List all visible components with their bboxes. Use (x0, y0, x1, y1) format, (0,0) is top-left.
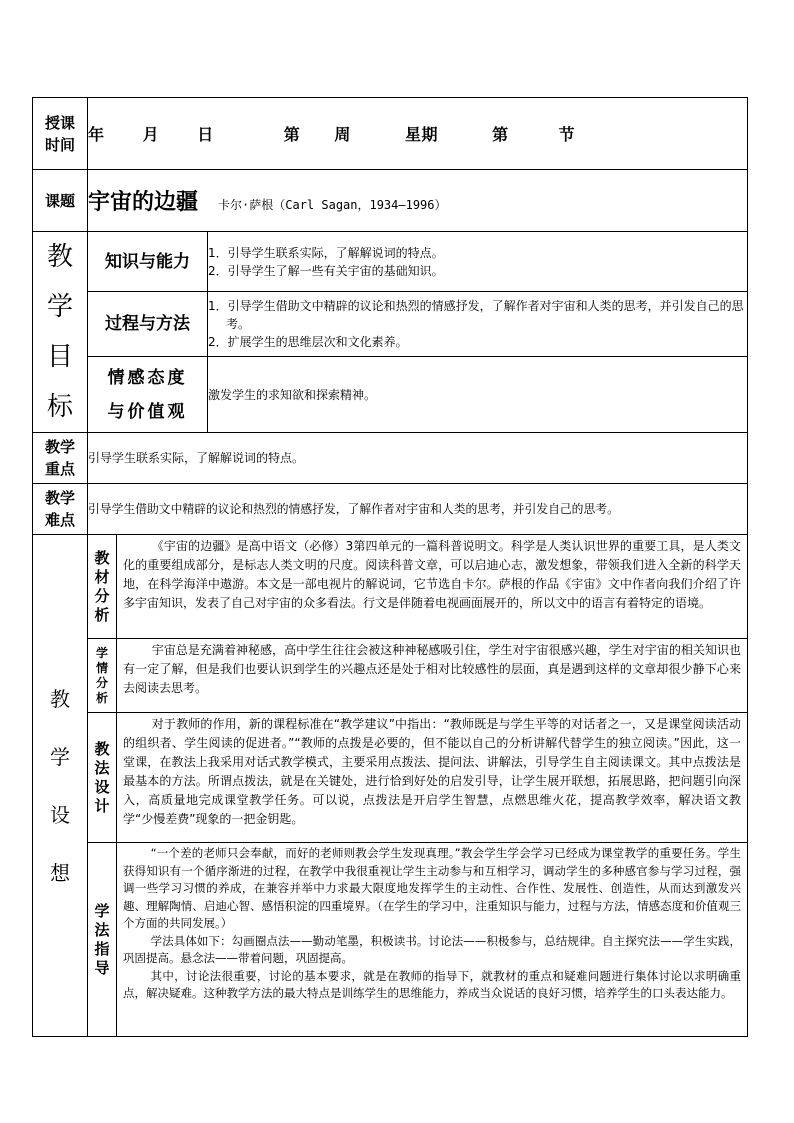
week-label: 周 (334, 125, 351, 144)
objective-row-values (33, 357, 748, 433)
day-label: 日 (197, 125, 214, 144)
objective-row-process (33, 292, 748, 357)
period-label: 节 (558, 125, 576, 144)
month-label: 月 (142, 125, 160, 144)
week-prefix-label: 第 (283, 125, 301, 144)
key-point-text: 引导学生联系实际，了解解说词的特点。 (88, 433, 748, 484)
teaching-method-label: 教法设计 (88, 713, 117, 842)
design-row-textbook (33, 535, 748, 639)
weekday-label: 星期 (404, 125, 438, 144)
teaching-method-text: 对于教师的作用，新的课程标准在“教学建议”中指出：“教师既是与学生平等的对话者之一，又是课堂阅读活动的组织者、学生阅读的促进者。”“教师的点拨是必要的，但不能以自己的分析讲解代替学生的独立阅读。”因此，这一堂课，在教法上我采用对话式教学模式，主要采用点拨法、提问法、讲解法，引导学生自主阅读课文。其中点拨法是最基本的方法。所谓点拨法，就是在关键处，进行恰到好处的启发引导，让学生展开联想，拓展思路，把问题引向深入，高质量地完成课堂教学任务。可以说，点拨法是开启学生智慧，点燃思维火花，提高教学效率，解决语文教学“少慢差费”现象的一把金钥匙。 (123, 717, 741, 826)
objective-content-process: 1．引导学生借助文中精辟的议论和热烈的情感抒发，了解作者对宇宙和人类的思考，并引发自己的思考。 2．扩展学生的思维层次和文化素养。 (208, 292, 748, 357)
objective-label-process: 过程与方法 (88, 292, 208, 357)
key-point-row (33, 433, 748, 484)
design-label: 教学设想 (33, 535, 88, 1037)
objective-row-knowledge (33, 232, 748, 292)
key-point-label: 教学重点 (33, 433, 88, 484)
period-prefix-label: 第 (492, 125, 509, 144)
design-row-students (33, 639, 748, 713)
objective-content-values: 激发学生的求知欲和探索精神。 (208, 357, 748, 433)
objective-label-values: 情感态度与价值观 (88, 357, 208, 433)
schedule-row (33, 98, 748, 170)
design-row-learning (33, 843, 748, 1037)
topic-label: 课题 (33, 170, 88, 232)
lesson-plan-table (32, 97, 748, 1037)
schedule-label: 授课时间 (33, 98, 88, 170)
year-label: 年 (88, 125, 105, 144)
difficulty-text: 引导学生借助文中精辟的议论和热烈的情感抒发，了解作者对宇宙和人类的思考，并引发自己的思考。 (88, 484, 748, 535)
difficulty-row (33, 484, 748, 535)
objective-label-knowledge: 知识与能力 (88, 232, 208, 292)
design-row-method (33, 713, 748, 843)
topic-cell (88, 170, 748, 232)
student-analysis-label: 学情分析 (88, 639, 117, 712)
textbook-analysis-text: 《宇宙的边疆》是高中语文（必修）3第四单元的一篇科普说明文。科学是人类认识世界的重要工具，是人类文化的重要组成部分，是标志人类文明的尺度。阅读科普文章，可以启迪心志，激发想象，带领我们进入全新的科学天地，在科学海洋中遨游。本文是一部电视片的解说词，它节选自卡尔。萨根的作品《宇宙》文中作者向我们介绍了许多宇宙知识，发表了自己对宇宙的众多看法。行文是伴随着电视画面展开的，所以文中的语言有着特定的语境。 (123, 539, 741, 610)
objectives-label: 教学目标 (33, 232, 88, 433)
learning-guidance-label: 学法指导 (88, 843, 117, 1036)
learning-guidance-text: “一个差的老师只会奉献，而好的老师则教会学生发现真理。”教会学生学会学习已经成为课堂教学的重要任务。学生获得知识有一个循序渐进的过程，在教学中我很重视让学生主动参与和互相学习，调动学生的多种感官参与学习过程，强调一些学习习惯的养成，在兼容并举中力求最大限度地发挥学生的主动性、合作性、发展性、创造性，从而达到激发兴趣、理解陶情、启迪心智、感悟积淀的四重境界。（在学生的学习中，注重知识与能力，过程与方法，情感态度和价值观三个方面的共同发展。） 学法具体如下：勾画圈点法——勤动笔墨，积极读书。讨论法——积极参与，总结规律。自主探究法——学生实践，巩固提高。悬念法——带着问题，巩固提高。 其中，讨论法很重要，讨论的基本要求，就是在教师的指导下，就教材的重点和疑难问题进行集体讨论以求明确重点，解决疑难。这种教学方法的最大特点是训练学生的思维能力，养成当众说话的良好习惯，培养学生的口头表达能力。 (123, 846, 741, 1000)
lesson-author: 卡尔·萨根（Carl Sagan，1934—1996） (218, 198, 447, 212)
student-analysis-text: 宇宙总是充满着神秘感，高中学生往往会被这种神秘感吸引住，学生对宇宙很感兴趣，学生对宇宙的相关知识也有一定了解，但是我们也要认识到学生的兴趣点还是处于相对比较感性的层面，真是遇到这样的文章却很少静下心来去阅读去思考。 (123, 643, 741, 695)
topic-row (33, 170, 748, 232)
lesson-title: 宇宙的边疆 (88, 190, 199, 215)
textbook-analysis-label: 教材分析 (88, 535, 117, 638)
difficulty-label: 教学难点 (33, 484, 88, 535)
schedule-fields (88, 98, 748, 170)
objective-content-knowledge: 1．引导学生联系实际，了解解说词的特点。 2．引导学生了解一些有关宇宙的基础知识。 (208, 232, 748, 292)
